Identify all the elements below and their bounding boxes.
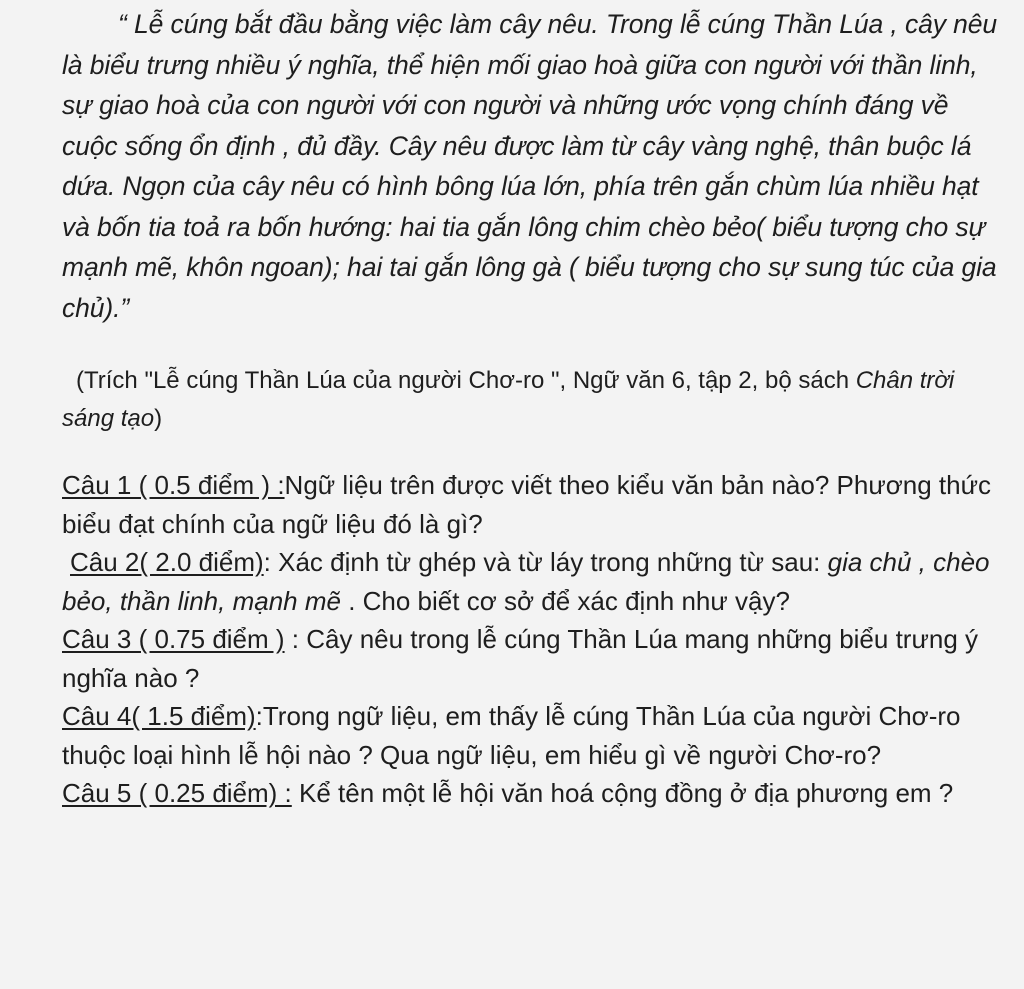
question-5-text: Kể tên một lễ hội văn hoá cộng đồng ở địa phương em ?	[291, 778, 954, 808]
question-2-label: Câu 2( 2.0 điểm)	[70, 547, 264, 577]
question-1-text: Ngữ liệu trên được viết theo kiểu văn bản nào? Phương thức biểu đạt chính của ngữ liệu đó là gì?	[62, 470, 992, 539]
question-4	[62, 697, 1004, 774]
question-3-label: Câu 3 ( 0.75 điểm )	[62, 624, 285, 654]
question-1	[62, 466, 1004, 543]
citation-book: Chân trời sáng tạo	[62, 367, 955, 432]
citation-prefix: (Trích "Lễ cúng Thần Lúa của người Chơ-ro ", Ngữ văn 6, tập 2, bộ sách	[76, 367, 856, 394]
question-2-text: : Xác định từ ghép và từ láy trong những từ sau:	[263, 547, 828, 577]
question-2-text-end: . Cho biết cơ sở để xác định như vậy?	[340, 585, 790, 616]
question-4-label: Câu 4( 1.5 điểm)	[62, 701, 256, 731]
question-list	[62, 466, 1004, 813]
citation	[62, 362, 1004, 438]
question-2-words: gia chủ , chèo bẻo, thần linh, mạnh mẽ	[62, 547, 990, 616]
reading-passage: “ Lễ cúng bắt đầu bằng việc làm cây nêu. Trong lễ cúng Thần Lúa , cây nêu là biểu trưng nhiều ý nghĩa, thể hiện mối giao hoà giữa con người với thần linh, sự giao hoà của con người với con người và những ước vọng chính đáng về cuộc sống ổn định , đủ đầy. Cây nêu được làm từ cây vàng nghệ, thân buộc lá dứa. Ngọn của cây nêu có hình bông lúa lớn, phía trên gắn chùm lúa nhiều hạt và bốn tia toả ra bốn hướng: hai tia gắn lông chim chèo bẻo( biểu tượng cho sự mạnh mẽ, khôn ngoan); hai tai gắn lông gà ( biểu tượng cho sự sung túc của gia chủ).”	[62, 9, 998, 323]
question-2	[62, 543, 1004, 620]
question-3-text: : Cây nêu trong lễ cúng Thần Lúa mang những biểu trưng ý nghĩa nào ?	[62, 624, 979, 693]
question-5-label: Câu 5 ( 0.25 điểm) :	[62, 778, 292, 808]
question-3	[62, 620, 1004, 697]
citation-suffix: )	[154, 405, 163, 432]
question-1-label: Câu 1 ( 0.5 điểm ) :	[62, 470, 285, 500]
question-5	[62, 774, 1004, 813]
question-4-text: :Trong ngữ liệu, em thấy lễ cúng Thần Lúa của người Chơ-ro thuộc loại hình lễ hội nào ? Qua ngữ liệu, em hiểu gì về người Chơ-ro?	[62, 701, 961, 770]
